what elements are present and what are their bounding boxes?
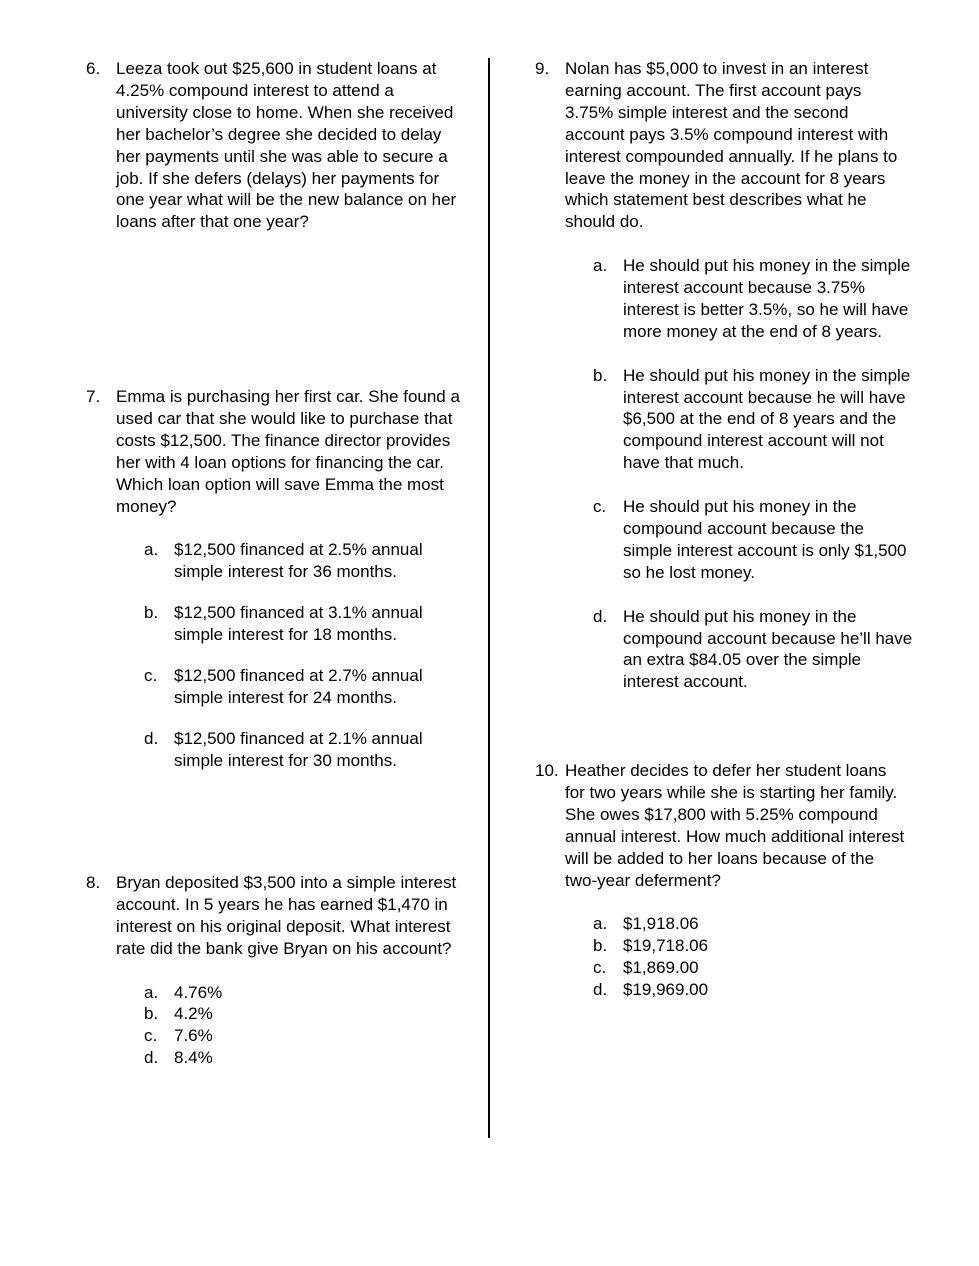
stem-line: annual interest. How much additional interest [565, 826, 905, 846]
option-letter: b. [144, 1004, 159, 1024]
stem-line: Which loan option will save Emma the most [116, 474, 444, 494]
option-line: interest account. [623, 672, 748, 692]
option-line: more money at the end of 8 years. [623, 321, 882, 341]
answer-options [144, 982, 486, 1070]
stem-line: Emma is purchasing her first car. She found a [116, 387, 460, 406]
stem-line: account. In 5 years he has earned $1,470 in [116, 894, 448, 914]
answer-option-d[interactable] [593, 606, 955, 694]
answer-option-a[interactable] [593, 913, 955, 935]
question-stem [565, 58, 955, 233]
option-text: 7.6% [174, 1026, 213, 1046]
question-number: 6. [86, 59, 101, 78]
answer-option-c[interactable] [593, 496, 955, 584]
answer-option-a[interactable] [593, 255, 955, 343]
option-line: interest account because he will have [623, 387, 906, 407]
stem-line: her payments until she was able to secure a [116, 146, 448, 166]
stem-line: which statement best describes what he [565, 190, 867, 210]
option-line: so he lost money. [623, 562, 755, 582]
option-line: He should put his money in the [623, 497, 857, 517]
stem-line: Bryan deposited $3,500 into a simple interest [116, 873, 457, 892]
stem-line: should do. [565, 212, 644, 232]
question-6 [86, 58, 486, 233]
option-letter: d. [144, 728, 159, 748]
stem-line: interest on his original deposit. What interest [116, 916, 451, 936]
option-letter: c. [144, 665, 158, 685]
answer-option-a[interactable] [144, 539, 486, 583]
answer-option-d[interactable] [144, 728, 486, 772]
stem-line: earning account. The first account pays [565, 80, 862, 100]
option-letter: b. [593, 936, 608, 956]
stem-line: her with 4 loan options for financing the car. [116, 452, 444, 472]
answer-option-b[interactable] [593, 365, 955, 475]
answer-option-a[interactable] [144, 982, 486, 1004]
stem-line: 3.75% simple interest and the second [565, 102, 849, 122]
option-line: simple interest account is only $1,500 [623, 540, 907, 560]
stem-line: rate did the bank give Bryan on his account? [116, 938, 452, 958]
option-text: $1,918.06 [623, 914, 699, 934]
option-line: $12,500 financed at 2.5% annual [174, 540, 423, 560]
question-stem [116, 386, 486, 517]
option-letter: c. [593, 497, 607, 517]
option-letter: d. [593, 606, 608, 626]
option-letter: b. [593, 365, 608, 385]
option-letter: c. [593, 958, 607, 978]
option-letter: a. [144, 540, 159, 560]
option-line: interest is better 3.5%, so he will have [623, 299, 909, 319]
stem-line: account pays 3.5% compound interest with [565, 124, 889, 144]
stem-line: Heather decides to defer her student loans [565, 761, 887, 780]
option-text: 4.2% [174, 1004, 213, 1024]
option-line: interest account because 3.75% [623, 278, 865, 298]
question-10 [535, 760, 955, 1001]
stem-line: loans after that one year? [116, 212, 309, 232]
stem-line: for two years while she is starting her family. [565, 782, 898, 802]
option-line: simple interest for 30 months. [174, 750, 397, 770]
option-line: an extra $84.05 over the simple [623, 650, 862, 670]
stem-line: interest compounded annually. If he plans to [565, 146, 898, 166]
question-8 [86, 872, 486, 1069]
option-line: compound account because he’ll have [623, 628, 913, 648]
question-7 [86, 386, 486, 772]
option-letter: d. [593, 980, 608, 1000]
stem-line: two-year deferment? [565, 870, 721, 890]
stem-line: Leeza took out $25,600 in student loans at [116, 59, 437, 78]
stem-line: 4.25% compound interest to attend a [116, 80, 394, 100]
question-stem [116, 872, 486, 960]
stem-line: money? [116, 496, 177, 516]
question-number: 10. [535, 761, 559, 780]
option-text: $19,718.06 [623, 936, 709, 956]
question-stem [565, 760, 955, 891]
stem-line: one year what will be the new balance on her [116, 190, 457, 210]
option-line: $12,500 financed at 2.1% annual [174, 728, 423, 748]
question-stem [116, 58, 486, 233]
option-letter: a. [144, 982, 159, 1002]
answer-option-b[interactable] [593, 935, 955, 957]
stem-line: costs $12,500. The finance director provides [116, 430, 451, 450]
answer-options [593, 255, 955, 693]
option-line: $12,500 financed at 2.7% annual [174, 665, 423, 685]
question-9 [535, 58, 955, 693]
option-line: $6,500 at the end of 8 years and the [623, 409, 897, 429]
answer-option-d[interactable] [144, 1047, 486, 1069]
option-line: He should put his money in the simple [623, 256, 911, 276]
option-text: $1,869.00 [623, 958, 699, 978]
option-letter: d. [144, 1048, 159, 1068]
option-line: simple interest for 18 months. [174, 625, 397, 645]
answer-options [593, 913, 955, 1001]
option-letter: a. [593, 256, 608, 276]
question-number: 7. [86, 387, 101, 406]
stem-line: her bachelor’s degree she decided to delay [116, 124, 442, 144]
answer-options [144, 539, 486, 771]
question-number: 9. [535, 59, 550, 78]
column-divider [488, 58, 490, 1138]
option-line: He should put his money in the simple [623, 365, 911, 385]
stem-line: Nolan has $5,000 to invest in an interest [565, 59, 869, 78]
stem-line: She owes $17,800 with 5.25% compound [565, 804, 878, 824]
question-number: 8. [86, 873, 101, 892]
stem-line: university close to home. When she received [116, 102, 454, 122]
stem-line: will be added to her loans because of the [565, 848, 875, 868]
answer-option-b[interactable] [144, 1003, 486, 1025]
option-letter: b. [144, 603, 159, 623]
option-line: simple interest for 24 months. [174, 687, 397, 707]
option-text: 8.4% [174, 1048, 213, 1068]
stem-line: used car that she would like to purchase that [116, 408, 453, 428]
answer-option-d[interactable] [593, 979, 955, 1001]
answer-option-c[interactable] [144, 1025, 486, 1047]
stem-line: job. If she defers (delays) her payments for [116, 168, 440, 188]
option-line: compound interest account will not [623, 431, 884, 451]
option-text: $19,969.00 [623, 980, 709, 1000]
answer-option-c[interactable] [593, 957, 955, 979]
option-line: He should put his money in the [623, 606, 857, 626]
option-line: simple interest for 36 months. [174, 562, 397, 582]
answer-option-b[interactable] [144, 602, 486, 646]
option-line: $12,500 financed at 3.1% annual [174, 603, 423, 623]
answer-option-c[interactable] [144, 665, 486, 709]
option-letter: c. [144, 1026, 158, 1046]
option-line: compound account because the [623, 518, 865, 538]
stem-line: leave the money in the account for 8 years [565, 168, 886, 188]
option-text: 4.76% [174, 982, 223, 1002]
option-letter: a. [593, 914, 608, 934]
option-line: have that much. [623, 453, 744, 473]
